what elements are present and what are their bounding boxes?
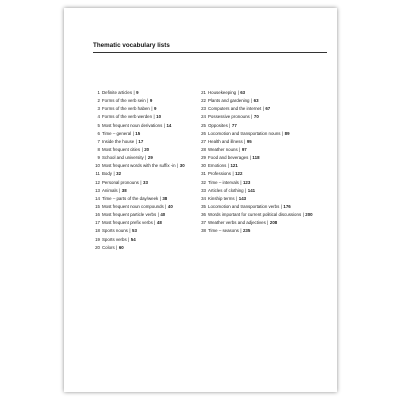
entry-number: 33 (201, 187, 206, 193)
entry-separator: | (251, 98, 253, 104)
entry-label: Most frequent prefix verbs (102, 220, 153, 226)
entry-separator: | (245, 187, 247, 193)
entry-label: Professions (208, 171, 231, 177)
entry-page: 10 (156, 114, 162, 120)
entry-page: 20 (144, 146, 150, 152)
vocab-entry (198, 139, 326, 144)
entry-page: 208 (269, 220, 278, 226)
entry-label: Time – parts of the day/week (102, 195, 159, 201)
entry-number: 20 (95, 244, 100, 250)
entry-label: Emotions (208, 163, 227, 169)
entry-separator: | (157, 212, 159, 218)
entry-page: 53 (132, 228, 137, 234)
entry-page: 15 (135, 130, 141, 136)
entry-page: 48 (156, 220, 162, 226)
vocab-entry (92, 106, 196, 111)
entry-page: 9 (136, 90, 139, 95)
entry-number: 24 (201, 114, 206, 120)
entry-separator: | (145, 155, 147, 161)
entry-label: Kinship terms (208, 195, 235, 201)
vocab-entry (198, 131, 326, 136)
entry-label: Possessive pronouns (208, 114, 250, 120)
entry-label: Weather verbs and adjectives (208, 220, 266, 226)
entry-separator: | (267, 220, 269, 226)
entry-separator: | (133, 90, 135, 95)
entry-label: Forms of the verb sein (102, 98, 146, 104)
entry-page: 17 (138, 138, 144, 144)
entry-separator: | (237, 90, 239, 95)
entry-number: 7 (97, 138, 100, 144)
entry-number: 21 (201, 90, 206, 95)
entry-page: 235 (242, 228, 251, 234)
entry-number: 32 (201, 179, 206, 185)
entry-label: Inside the house (102, 138, 135, 144)
entry-label: Time – general (102, 130, 132, 136)
entry-separator: | (116, 244, 118, 250)
entry-label: Food and beverages (208, 155, 249, 161)
vocab-entry (92, 196, 196, 201)
entry-number: 28 (201, 146, 206, 152)
entry-number: 30 (201, 163, 206, 169)
entry-label: Body (102, 171, 113, 177)
entry-number: 3 (97, 106, 100, 112)
entry-number: 18 (95, 228, 100, 234)
entry-separator: | (229, 122, 231, 128)
entry-label: Health and illness (208, 138, 243, 144)
vocab-entry (198, 204, 326, 209)
entry-number: 6 (97, 130, 100, 136)
entry-number: 14 (95, 195, 100, 201)
vocab-entry (198, 90, 326, 95)
entry-separator: | (163, 122, 165, 128)
entry-separator: | (244, 138, 246, 144)
entry-separator: | (128, 236, 130, 242)
vocab-entry (198, 155, 326, 160)
entry-label: Colors (102, 244, 115, 250)
entry-separator: | (251, 114, 253, 120)
entry-separator: | (135, 138, 137, 144)
entry-number: 29 (201, 155, 206, 161)
entry-label: Sports nouns (102, 228, 128, 234)
vocab-entry (92, 220, 196, 225)
entry-separator: | (113, 171, 115, 177)
vocab-entry (92, 147, 196, 152)
entry-page: 63 (240, 90, 246, 95)
entry-label: Computers and the internet (208, 106, 262, 112)
vocab-entry (92, 163, 196, 168)
entry-separator: | (165, 203, 167, 209)
vocab-entry (198, 228, 326, 233)
entry-label: Most frequent cities (102, 146, 141, 152)
entry-number: 10 (95, 163, 100, 169)
entry-label: Animals (102, 187, 118, 193)
entry-page: 38 (121, 187, 127, 193)
entry-page: 70 (253, 114, 259, 120)
entry-label: Time – intervals (208, 179, 239, 185)
entry-separator: | (280, 203, 282, 209)
entry-separator: | (262, 106, 264, 112)
entry-label: Weather nouns (208, 146, 238, 152)
entry-page: 9 (149, 98, 153, 104)
entry-page: 121 (230, 163, 238, 169)
vocab-entry (92, 171, 196, 176)
entry-separator: | (154, 220, 156, 226)
entry-number: 8 (97, 146, 100, 152)
entry-number: 25 (201, 122, 206, 128)
entry-number: 15 (95, 203, 100, 209)
entry-separator: | (249, 155, 251, 161)
entry-number: 36 (201, 212, 206, 218)
vocab-entry (92, 123, 196, 128)
entry-number: 26 (201, 130, 206, 136)
vocab-entry (198, 180, 326, 185)
entry-separator: | (302, 212, 304, 218)
entry-number: 37 (201, 220, 206, 226)
entry-label: Plants and gardening (208, 98, 250, 104)
entry-number: 9 (97, 155, 100, 161)
entry-page: 33 (143, 179, 148, 185)
entry-number: 13 (95, 187, 100, 193)
entry-separator: | (240, 228, 242, 234)
entry-number: 35 (201, 203, 206, 209)
vocab-entry (198, 106, 326, 111)
vocab-entry (198, 196, 326, 201)
vocab-entry (92, 212, 196, 217)
entry-page: 32 (116, 171, 122, 177)
entry-label: Most frequent words with the suffix -in (102, 163, 176, 169)
entry-separator: | (232, 171, 234, 177)
entry-label: Most frequent particle verbs (102, 212, 157, 218)
entry-number: 19 (95, 236, 100, 242)
entry-separator: | (129, 228, 131, 234)
entry-page: 122 (235, 171, 243, 177)
vocab-entry (92, 180, 196, 185)
entry-label: Sports verbs (102, 236, 127, 242)
entry-label: Locomotion and transportation nouns (208, 130, 281, 136)
entry-page: 30 (179, 163, 185, 169)
vocab-entry (92, 90, 196, 95)
entry-label: Words important for current political discussions (208, 212, 302, 218)
vocab-entry (198, 163, 326, 168)
entry-separator: | (240, 179, 242, 185)
entry-label: Forms of the verb werden (102, 114, 153, 120)
entry-label: Most frequent noun derivations (102, 122, 163, 128)
document-page (64, 8, 337, 392)
vocab-entry (92, 114, 196, 119)
entry-number: 31 (201, 171, 206, 177)
entry-number: 27 (201, 138, 206, 144)
vocab-entry (92, 131, 196, 136)
entry-label: Definite articles (102, 90, 133, 95)
entry-page: 77 (231, 122, 237, 128)
entry-separator: | (147, 98, 149, 104)
entry-separator: | (132, 130, 134, 136)
entry-page: 9 (153, 106, 157, 112)
entry-page: 60 (118, 244, 124, 250)
entry-label: Housekeeping (208, 90, 237, 95)
vocab-list-left (92, 90, 196, 253)
entry-separator: | (141, 146, 143, 152)
vocab-entry (92, 237, 196, 242)
entry-page: 95 (246, 138, 252, 144)
entry-page: 97 (241, 146, 247, 152)
entry-number: 16 (95, 212, 100, 218)
entry-page: 38 (162, 195, 168, 201)
vocab-entry (198, 212, 326, 217)
entry-page: 200 (305, 212, 313, 218)
entry-page: 176 (283, 203, 291, 209)
entry-page: 89 (284, 130, 290, 136)
entry-page: 63 (253, 98, 259, 104)
vocab-entry (92, 188, 196, 193)
page-title: Thematic vocabulary lists (93, 42, 170, 49)
entry-separator: | (227, 163, 229, 169)
entry-page: 40 (160, 212, 166, 218)
vocab-entry (198, 171, 326, 176)
entry-separator: | (151, 106, 153, 112)
entry-number: 34 (201, 195, 206, 201)
title-rule (93, 52, 327, 53)
entry-number: 11 (95, 171, 100, 177)
entry-page: 118 (252, 155, 260, 161)
entry-number: 5 (97, 122, 100, 128)
vocab-entry (198, 147, 326, 152)
entry-page: 67 (265, 106, 271, 112)
vocab-entry (92, 204, 196, 209)
entry-label: Articles of clothing (208, 187, 244, 193)
vocab-list-right (198, 90, 326, 237)
entry-label: Most frequent noun compounds (102, 203, 164, 209)
entry-separator: | (159, 195, 161, 201)
vocab-entry (92, 228, 196, 233)
entry-separator: | (282, 130, 284, 136)
entry-label: Time – seasons (208, 228, 239, 234)
entry-label: Opposites (208, 122, 228, 128)
entry-page: 143 (238, 195, 247, 201)
vocab-entry (198, 220, 326, 225)
entry-separator: | (153, 114, 155, 120)
entry-page: 40 (167, 203, 173, 209)
entry-number: 1 (97, 90, 100, 95)
entry-page: 123 (242, 179, 251, 185)
entry-label: Locomotion and transportation verbs (208, 203, 280, 209)
entry-page: 54 (130, 236, 136, 242)
entry-number: 12 (95, 179, 100, 185)
entry-separator: | (177, 163, 179, 169)
entry-separator: | (239, 146, 241, 152)
vocab-entry (92, 139, 196, 144)
entry-number: 23 (201, 106, 206, 112)
vocab-entry (198, 98, 326, 103)
entry-label: Personal pronouns (102, 179, 139, 185)
entry-page: 29 (147, 155, 153, 161)
vocab-entry (198, 114, 326, 119)
entry-number: 17 (95, 220, 100, 226)
entry-number: 22 (201, 98, 206, 104)
vocab-entry (92, 98, 196, 103)
entry-label: Forms of the verb haben (102, 106, 150, 112)
entry-number: 38 (201, 228, 206, 234)
entry-separator: | (140, 179, 142, 185)
vocab-entry (198, 188, 326, 193)
entry-separator: | (236, 195, 238, 201)
entry-page: 14 (166, 122, 172, 128)
entry-number: 4 (97, 114, 100, 120)
vocab-entry (198, 123, 326, 128)
vocab-entry (92, 245, 196, 250)
entry-number: 2 (97, 98, 100, 104)
entry-separator: | (119, 187, 121, 193)
vocab-entry (92, 155, 196, 160)
entry-label: School and university (102, 155, 144, 161)
entry-page: 141 (247, 187, 256, 193)
